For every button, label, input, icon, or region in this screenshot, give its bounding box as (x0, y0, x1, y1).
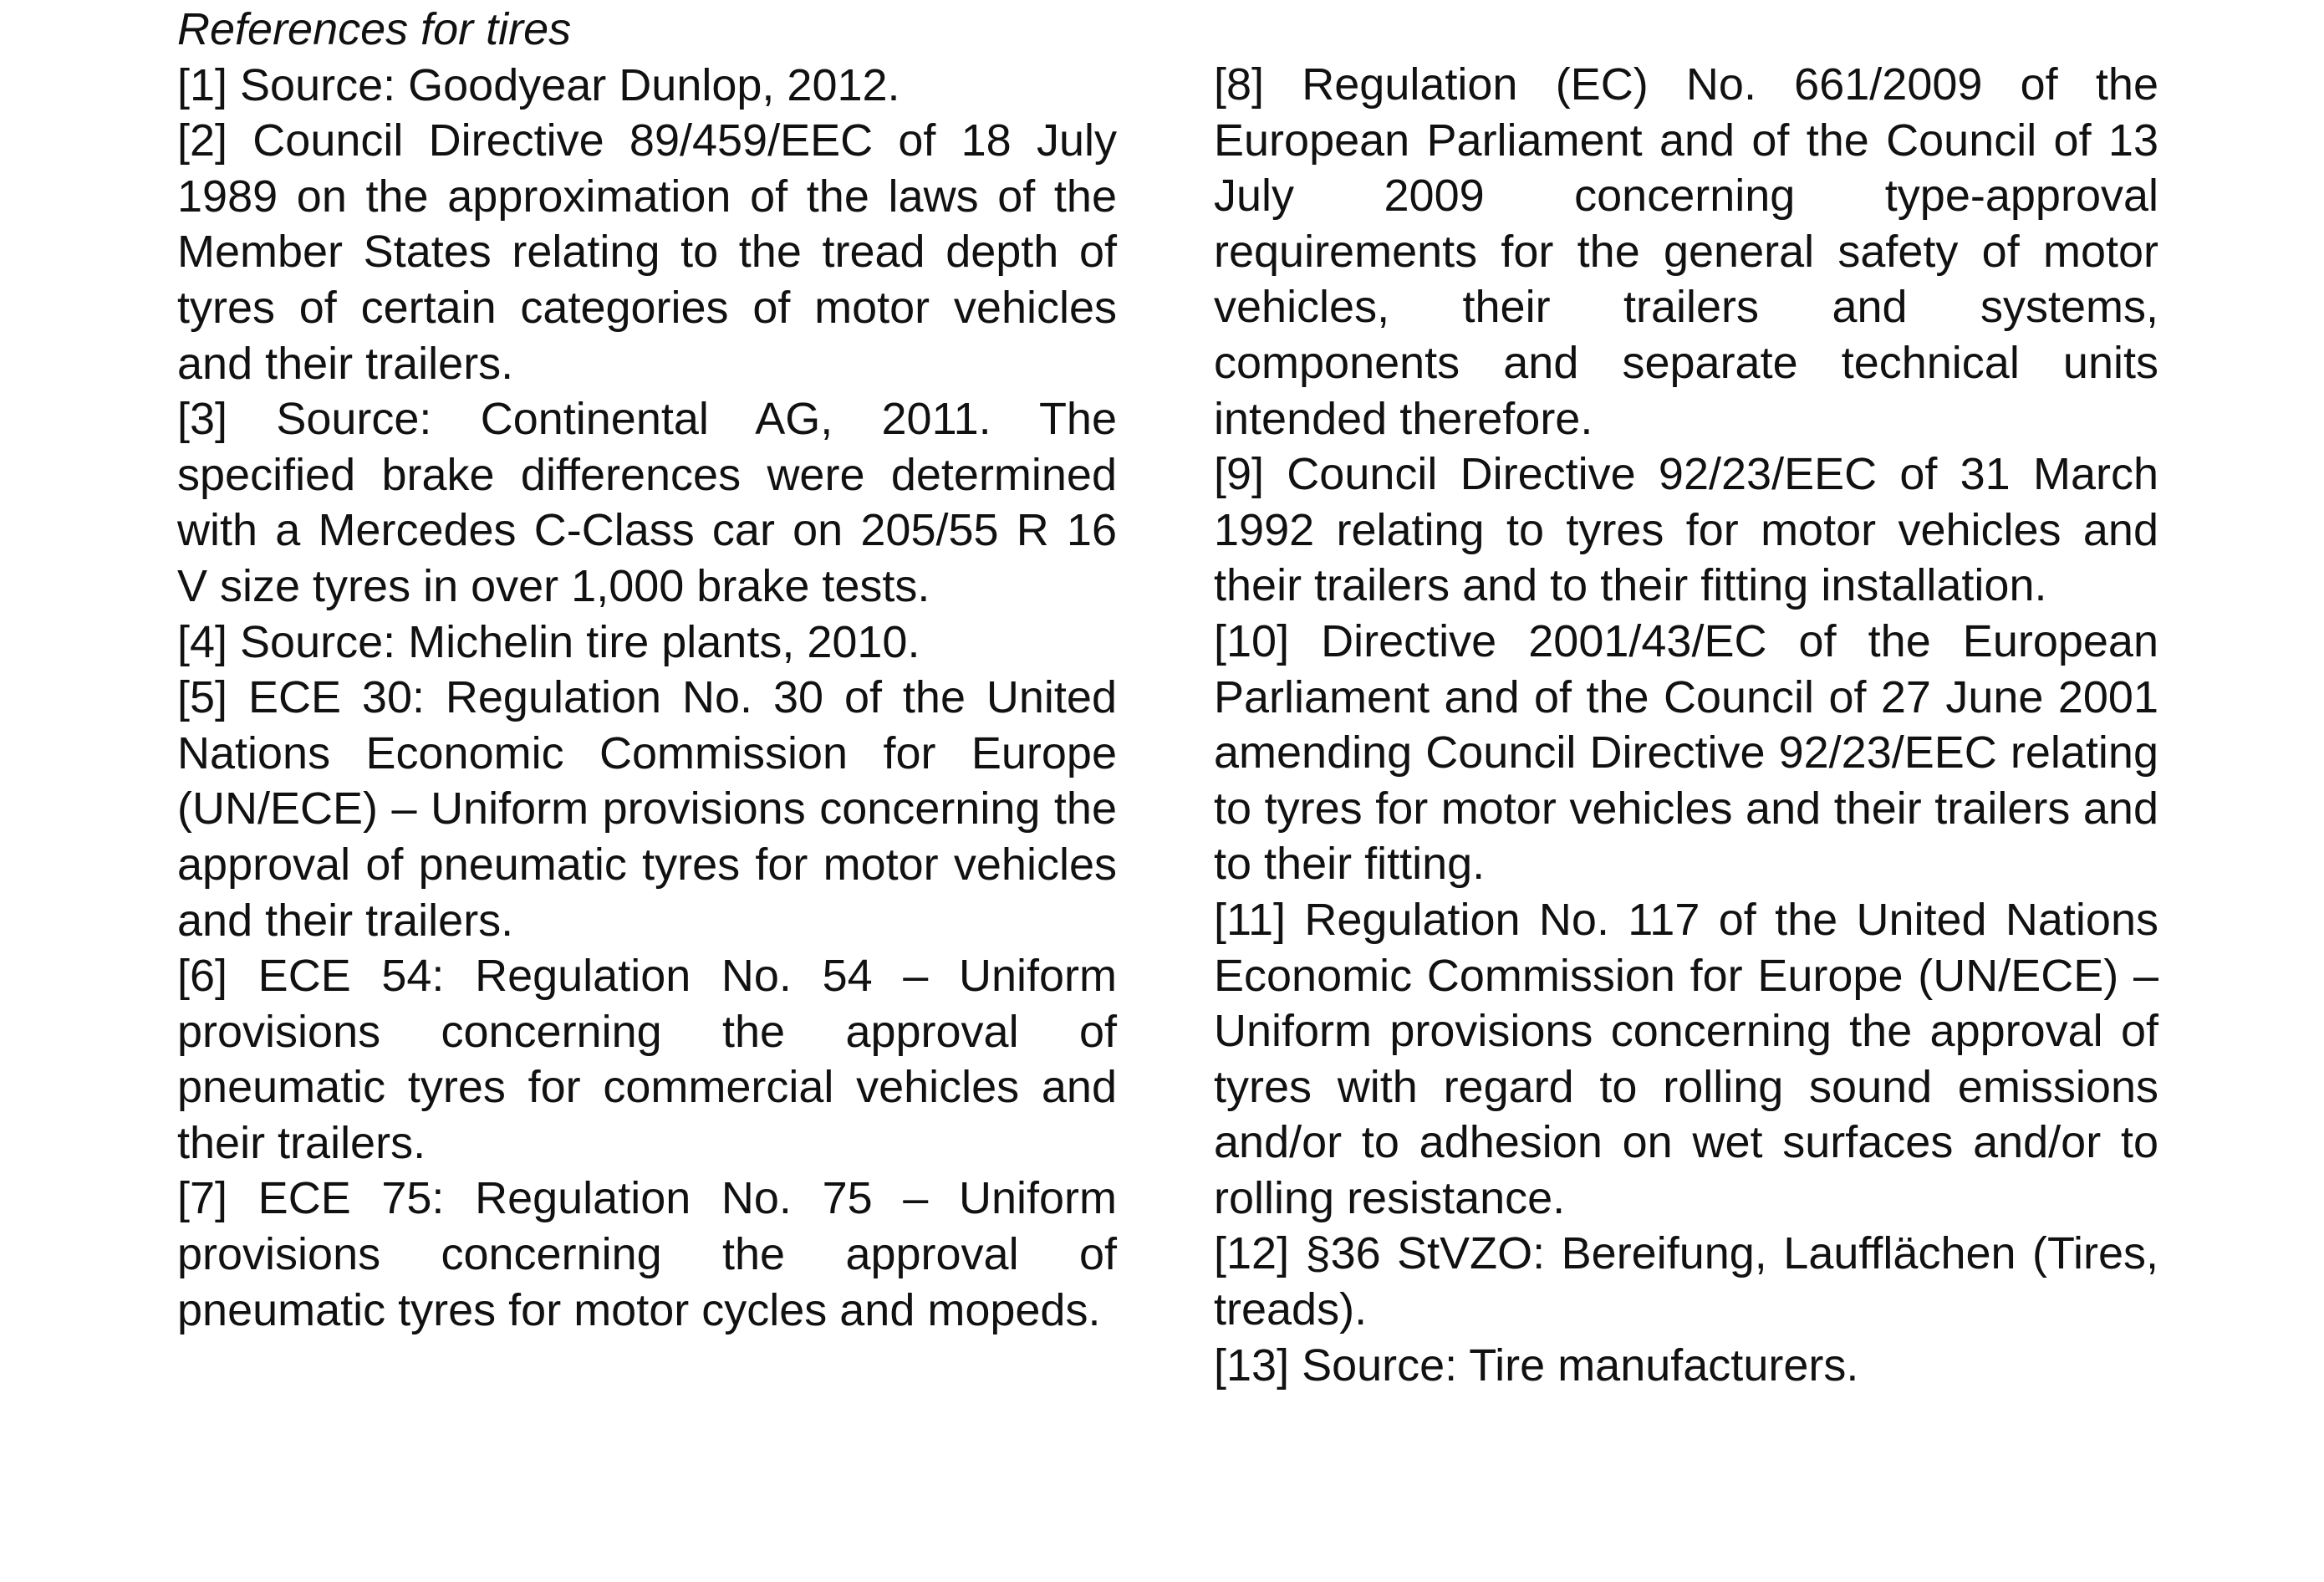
right-column (1214, 57, 2158, 1393)
reference-10: [10] Directive 2001/43/EC of the European Parliament and of the Council of 27 June 2001 amending Council Directive 92/23/EEC relating to tyres for motor vehicles and their trailers and to their fitting. (1214, 615, 2158, 890)
reference-9: [9] Council Directive 92/23/EEC of 31 March 1992 relating to tyres for motor vehicles and their trailers and to their fitting installation. (1214, 449, 2158, 611)
reference-1: [1] Source: Goodyear Dunlop, 2012. (177, 59, 900, 110)
reference-8: [8] Regulation (EC) No. 661/2009 of the European Parliament and of the Council of 13 July 2009 concerning type-approval requirements for the general safety of motor vehicles, their trailers and systems, components and separate technical units intended therefore. (1214, 59, 2158, 444)
reference-13: [13] Source: Tire manufacturers. (1214, 1340, 1859, 1391)
reference-11: [11] Regulation No. 117 of the United Nations Economic Commission for Europe (UN/ECE) – Uniform provisions concerning the approval of tyres with regard to rolling sound emissions and/or to adhesion on wet surfaces and/or to rolling resistance. (1214, 894, 2158, 1223)
section-heading: References for tires (177, 4, 572, 54)
left-column (177, 2, 1117, 1338)
reference-4: [4] Source: Michelin tire plants, 2010. (177, 616, 920, 667)
reference-7: [7] ECE 75: Regulation No. 75 – Uniform provisions concerning the approval of pneumatic tyres for motor cycles and mopeds. (177, 1173, 1117, 1335)
reference-5: [5] ECE 30: Regulation No. 30 of the United Nations Economic Commission for Europe (UN/ECE) – Uniform provisions concerning the approval of pneumatic tyres for motor vehicles and their trailers. (177, 672, 1117, 946)
reference-2: [2] Council Directive 89/459/EEC of 18 July 1989 on the approximation of the laws of the Member States relating to the tread depth of tyres of certain categories of motor vehicles and their trailers. (177, 115, 1117, 389)
reference-6: [6] ECE 54: Regulation No. 54 – Uniform provisions concerning the approval of pneumatic tyres for commercial vehicles and their trailers. (177, 951, 1117, 1168)
reference-3: [3] Source: Continental AG, 2011. The specified brake differences were determined with a Mercedes C-Class car on 205/55 R 16 V size tyres in over 1,000 brake tests. (177, 394, 1117, 611)
reference-12: [12] §36 StVZO: Bereifung, Laufflächen (Tires, treads). (1214, 1228, 2158, 1335)
